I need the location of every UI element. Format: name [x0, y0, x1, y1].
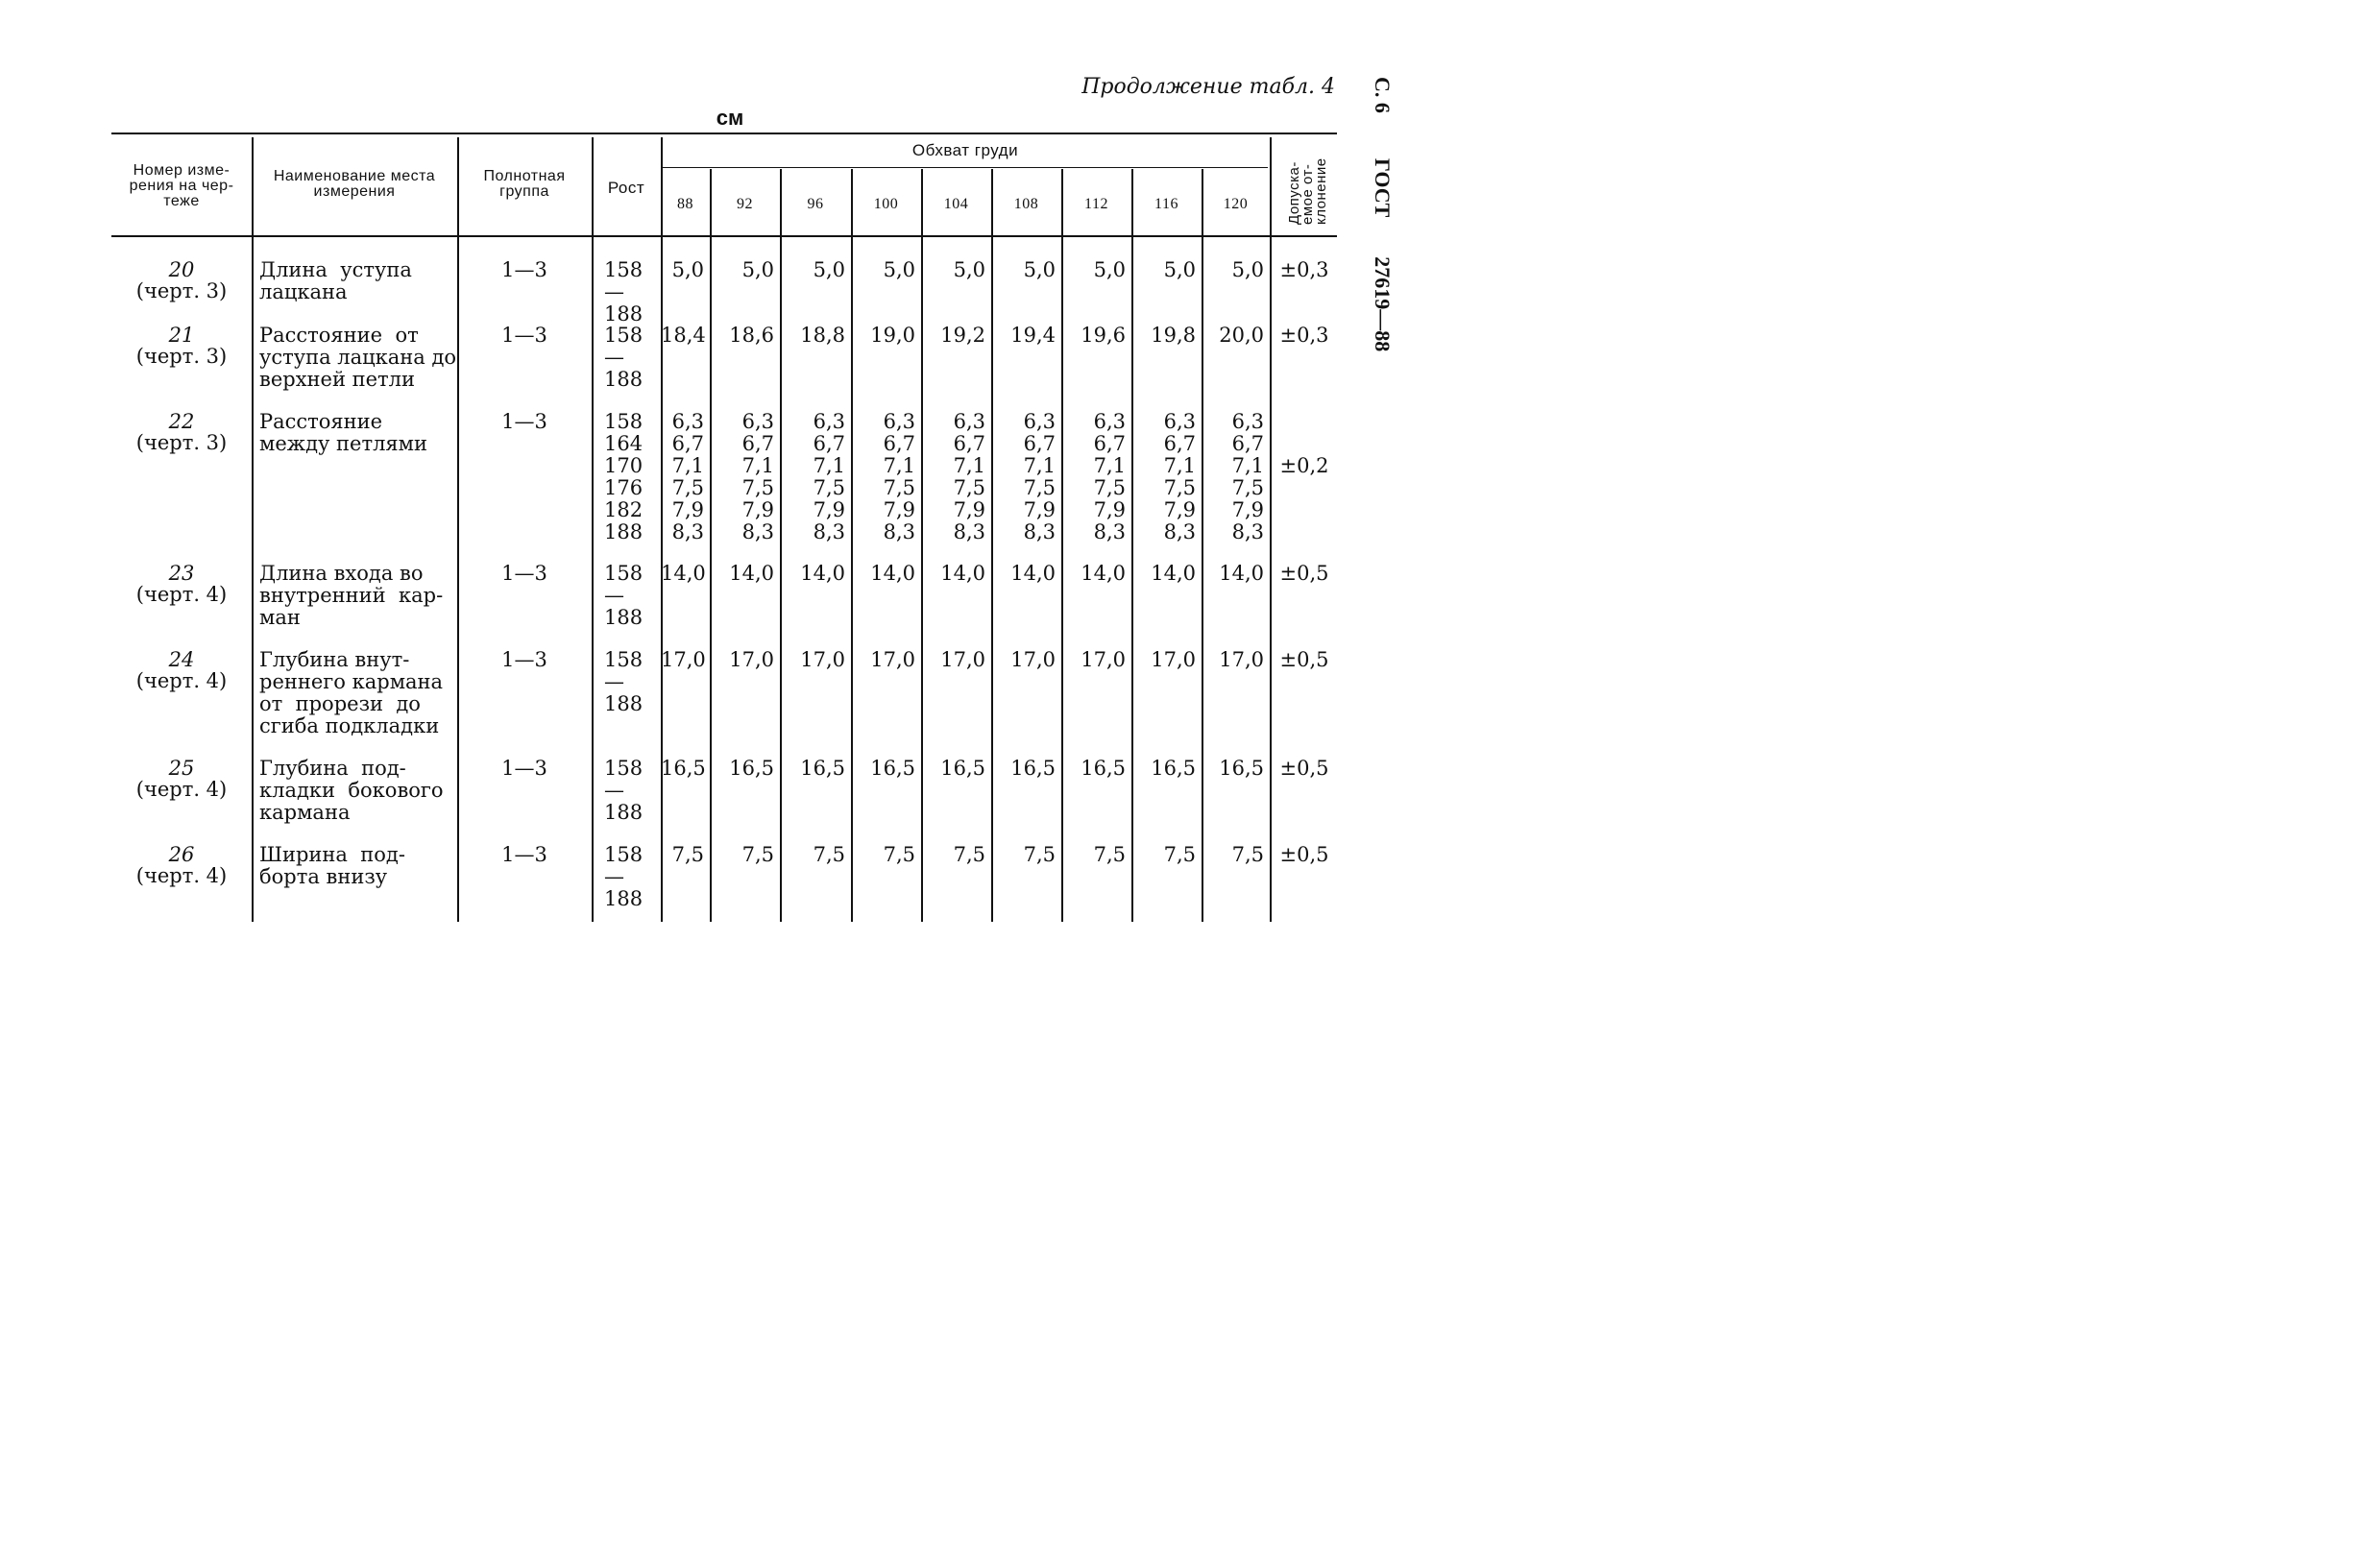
- row-group: 1—3: [501, 843, 547, 866]
- header-chest-100: 100: [873, 196, 899, 212]
- row-number: 20: [168, 258, 195, 281]
- row-value: 17,0: [661, 648, 706, 671]
- header-chest-108: 108: [1013, 196, 1039, 212]
- row-value: 7,5: [1023, 843, 1056, 866]
- row-value: 5,0: [883, 258, 915, 281]
- row-tolerance: ±0,3: [1279, 324, 1329, 347]
- row-value: 16,5: [940, 757, 985, 780]
- header-chest-104: 104: [943, 196, 969, 212]
- row-name: Длина уступа лацкана: [259, 258, 412, 303]
- row-height: 158— 188: [604, 258, 644, 326]
- row-height: 158 164 170 176 182 188: [604, 410, 644, 543]
- header-name: Наименование места измерения: [273, 168, 436, 200]
- row-value: 14,0: [940, 562, 985, 585]
- row-tolerance: ±0,3: [1279, 258, 1329, 281]
- row-drawing-ref: (черт. 4): [135, 583, 228, 606]
- row-value: 6,3 6,7 7,1 7,5 7,9 8,3: [741, 410, 774, 543]
- row-value: 7,5: [1093, 843, 1126, 866]
- row-drawing-ref: (черт. 4): [135, 864, 228, 887]
- row-value: 19,8: [1151, 324, 1196, 347]
- row-name: Расстояние от уступа лацкана до верхней петли: [259, 324, 457, 391]
- row-value: 14,0: [1010, 562, 1056, 585]
- row-group: 1—3: [501, 258, 547, 281]
- row-value: 6,3 6,7 7,1 7,5 7,9 8,3: [1163, 410, 1196, 543]
- row-group: 1—3: [501, 324, 547, 347]
- row-value: 6,3 6,7 7,1 7,5 7,9 8,3: [1023, 410, 1056, 543]
- row-value: 6,3 6,7 7,1 7,5 7,9 8,3: [813, 410, 845, 543]
- row-height: 158— 188: [604, 648, 644, 715]
- row-value: 14,0: [1081, 562, 1126, 585]
- row-name: Глубина под- кладки бокового кармана: [259, 757, 444, 824]
- row-drawing-ref: (черт. 3): [135, 279, 228, 302]
- row-value: 5,0: [1093, 258, 1126, 281]
- row-value: 7,5: [741, 843, 774, 866]
- row-tolerance: ±0,2: [1279, 454, 1329, 477]
- row-drawing-ref: (черт. 4): [135, 669, 228, 692]
- row-value: 18,6: [729, 324, 774, 347]
- row-value: 16,5: [661, 757, 706, 780]
- row-value: 17,0: [870, 648, 915, 671]
- row-height: 158— 188: [604, 757, 644, 824]
- header-chest-group: Обхват груди: [911, 141, 1019, 159]
- row-value: 20,0: [1219, 324, 1264, 347]
- row-value: 16,5: [1151, 757, 1196, 780]
- row-value: 16,5: [800, 757, 845, 780]
- row-value: 7,5: [883, 843, 915, 866]
- row-group: 1—3: [501, 410, 547, 433]
- row-value: 17,0: [1219, 648, 1264, 671]
- row-tolerance: ±0,5: [1279, 757, 1329, 780]
- row-value: 17,0: [1010, 648, 1056, 671]
- row-name: Длина входа во внутренний кар- ман: [259, 562, 444, 629]
- row-name: Ширина под- борта внизу: [259, 843, 405, 888]
- row-value: 17,0: [729, 648, 774, 671]
- row-value: 7,5: [953, 843, 985, 866]
- row-group: 1—3: [501, 562, 547, 585]
- row-drawing-ref: (черт. 3): [135, 345, 228, 368]
- row-value: 17,0: [1081, 648, 1126, 671]
- row-number: 21: [168, 324, 195, 347]
- header-group: Полнотная группа: [483, 168, 566, 200]
- row-value: 6,3 6,7 7,1 7,5 7,9 8,3: [883, 410, 915, 543]
- row-value: 14,0: [729, 562, 774, 585]
- row-number: 22: [168, 410, 195, 433]
- row-value: 7,5: [671, 843, 704, 866]
- header-height: Рост: [607, 179, 645, 197]
- row-value: 17,0: [800, 648, 845, 671]
- row-value: 18,8: [800, 324, 845, 347]
- row-value: 6,3 6,7 7,1 7,5 7,9 8,3: [953, 410, 985, 543]
- row-value: 17,0: [940, 648, 985, 671]
- row-value: 5,0: [671, 258, 704, 281]
- side-number: 27619—88: [1371, 256, 1395, 352]
- row-value: 16,5: [1010, 757, 1056, 780]
- row-height: 158— 188: [604, 562, 644, 629]
- row-value: 18,4: [661, 324, 706, 347]
- row-value: 14,0: [870, 562, 915, 585]
- row-tolerance: ±0,5: [1279, 648, 1329, 671]
- continuation-label: Продолжение табл. 4: [1081, 75, 1335, 99]
- row-value: 19,0: [870, 324, 915, 347]
- row-number: 26: [168, 843, 195, 866]
- row-value: 16,5: [870, 757, 915, 780]
- row-drawing-ref: (черт. 3): [135, 431, 228, 454]
- row-value: 5,0: [741, 258, 774, 281]
- header-chest-112: 112: [1084, 196, 1108, 212]
- row-value: 7,5: [1231, 843, 1264, 866]
- row-group: 1—3: [501, 757, 547, 780]
- row-value: 14,0: [1219, 562, 1264, 585]
- row-value: 6,3 6,7 7,1 7,5 7,9 8,3: [1231, 410, 1264, 543]
- row-value: 5,0: [813, 258, 845, 281]
- unit-label: см: [716, 106, 744, 130]
- row-value: 5,0: [1231, 258, 1264, 281]
- row-height: 158— 188: [604, 324, 644, 391]
- row-value: 19,6: [1081, 324, 1126, 347]
- row-number: 25: [168, 757, 195, 780]
- row-number: 24: [168, 648, 195, 671]
- row-name: Расстояние между петлями: [259, 410, 428, 455]
- header-chest-88: 88: [677, 196, 693, 212]
- row-value: 16,5: [729, 757, 774, 780]
- row-value: 14,0: [1151, 562, 1196, 585]
- header-chest-92: 92: [737, 196, 753, 212]
- row-number: 23: [168, 562, 195, 585]
- row-group: 1—3: [501, 648, 547, 671]
- header-number: Номер изме- рения на чер- теже: [129, 162, 234, 209]
- row-value: 14,0: [661, 562, 706, 585]
- row-value: 6,3 6,7 7,1 7,5 7,9 8,3: [1093, 410, 1126, 543]
- row-value: 7,5: [813, 843, 845, 866]
- row-value: 14,0: [800, 562, 845, 585]
- row-value: 5,0: [953, 258, 985, 281]
- row-value: 5,0: [1163, 258, 1196, 281]
- row-value: 7,5: [1163, 843, 1196, 866]
- row-value: 6,3 6,7 7,1 7,5 7,9 8,3: [671, 410, 704, 543]
- row-tolerance: ±0,5: [1279, 562, 1329, 585]
- header-chest-120: 120: [1223, 196, 1249, 212]
- header-tolerance: Допуска- емое от- клонение: [1286, 157, 1329, 225]
- row-value: 16,5: [1081, 757, 1126, 780]
- row-value: 16,5: [1219, 757, 1264, 780]
- row-height: 158— 188: [604, 843, 644, 910]
- side-gost: ГОСТ: [1371, 157, 1395, 218]
- side-page: С. 6: [1371, 77, 1395, 113]
- row-value: 5,0: [1023, 258, 1056, 281]
- header-chest-116: 116: [1154, 196, 1178, 212]
- row-value: 19,2: [940, 324, 985, 347]
- row-value: 19,4: [1010, 324, 1056, 347]
- row-value: 17,0: [1151, 648, 1196, 671]
- header-chest-96: 96: [807, 196, 824, 212]
- row-name: Глубина внут- реннего кармана от прорези до сгиба подкладки: [259, 648, 444, 737]
- row-drawing-ref: (черт. 4): [135, 778, 228, 801]
- row-tolerance: ±0,5: [1279, 843, 1329, 866]
